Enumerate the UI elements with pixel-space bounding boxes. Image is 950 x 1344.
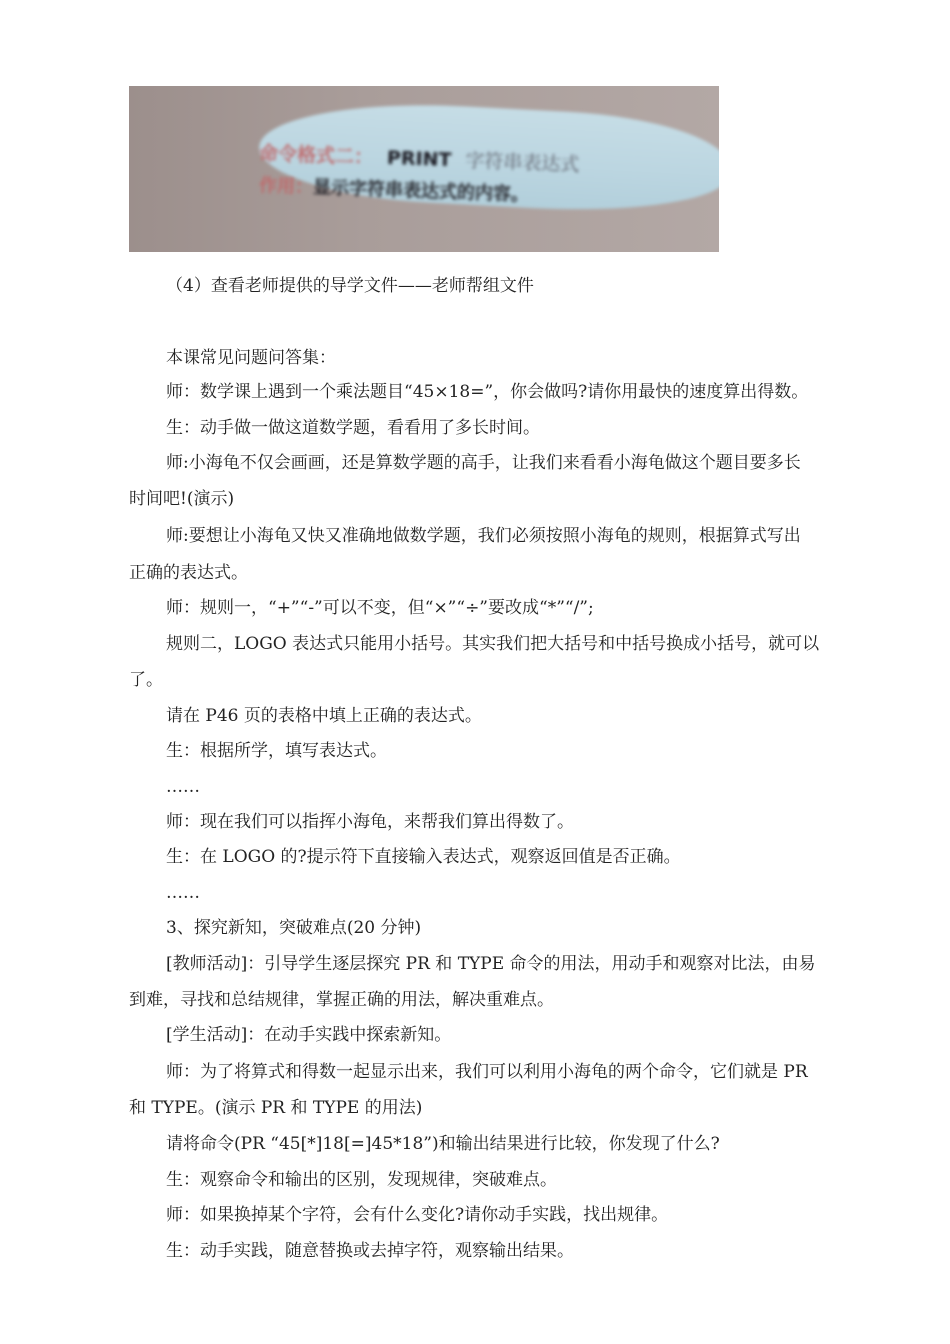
paragraph-rules-intro-cont: 正确的表达式。 xyxy=(129,563,248,583)
paragraph-student-fill: 生：根据所学，填写表达式。 xyxy=(166,741,387,761)
paragraph-student-try: 生：动手做一做这道数学题，看看用了多长时间。 xyxy=(166,418,540,438)
paragraph-pr-type-intro: 师：为了将算式和得数一起显示出来，我们可以利用小海龟的两个命令，它们就是 PR xyxy=(166,1062,808,1082)
paragraph-observe-rule: 生：观察命令和输出的区别，发现规律，突破难点。 xyxy=(166,1170,557,1190)
photo-effect-text: 显示字符串表达式的内容。 xyxy=(312,177,530,206)
paragraph-rules-intro: 师:要想让小海龟又快又准确地做数学题，我们必须按照小海龟的规则，根据算式写出 xyxy=(166,526,801,546)
paragraph-logo-prompt: 生：在 LOGO 的?提示符下直接输入表达式，观察返回值是否正确。 xyxy=(166,847,681,867)
photo-effect-label: 作用： xyxy=(258,175,314,199)
paragraph-rule-one: 师：规则一，“+”“-”可以不变，但“×”“÷”要改成“*”“/”; xyxy=(166,598,594,618)
photo-command-arg: 字符串表达式 xyxy=(465,149,580,176)
paragraph-ellipsis-2: …… xyxy=(166,883,200,903)
paragraph-fill-table: 请在 P46 页的表格中填上正确的表达式。 xyxy=(166,706,482,726)
paragraph-teacher-activity: [教师活动]：引导学生逐层探究 PR 和 TYPE 命令的用法，用动手和观察对比法，由易 xyxy=(166,954,816,974)
paragraph-ellipsis: …… xyxy=(166,777,200,797)
paragraph-replace-char: 师：如果换掉某个字符，会有什么变化?请你动手实践，找出规律。 xyxy=(166,1205,669,1225)
paragraph-faq-heading: 本课常见问题问答集： xyxy=(166,348,336,368)
photo-format-label: 命令格式二： xyxy=(258,142,374,169)
paragraph-pr-type-demo: 和 TYPE。(演示 PR 和 TYPE 的用法) xyxy=(129,1098,423,1118)
paragraph-teacher-question: 师：数学课上遇到一个乘法题目“45×18=”，你会做吗?请你用最快的速度算出得数。 xyxy=(166,382,809,402)
section-heading-explore: 3、探究新知，突破难点(20 分钟) xyxy=(166,918,422,938)
paragraph-rule-two-cont: 了。 xyxy=(129,670,163,690)
paragraph-student-activity: [学生活动]：在动手实践中探索新知。 xyxy=(166,1025,452,1045)
paragraph-guide-file: （4）查看老师提供的导学文件——老师帮组文件 xyxy=(166,276,534,296)
paragraph-practice: 生：动手实践，随意替换或去掉字符，观察输出结果。 xyxy=(166,1241,574,1261)
paragraph-compare-command: 请将命令(PR “45[*]18[=]45*18”)和输出结果进行比较，你发现了什么? xyxy=(166,1134,720,1154)
paragraph-teacher-activity-cont: 到难，寻找和总结规律，掌握正确的用法，解决重难点。 xyxy=(129,990,554,1010)
paragraph-turtle-math-cont: 时间吧!(演示) xyxy=(129,489,235,509)
textbook-photo xyxy=(129,86,719,252)
paragraph-turtle-math: 师:小海龟不仅会画画，还是算数学题的高手，让我们来看看小海龟做这个题目要多长 xyxy=(166,453,801,473)
photo-command: PRINT xyxy=(386,146,452,172)
paragraph-command-turtle: 师：现在我们可以指挥小海龟，来帮我们算出得数了。 xyxy=(166,812,574,832)
paragraph-rule-two: 规则二，LOGO 表达式只能用小括号。其实我们把大括号和中括号换成小括号，就可以 xyxy=(166,634,820,654)
